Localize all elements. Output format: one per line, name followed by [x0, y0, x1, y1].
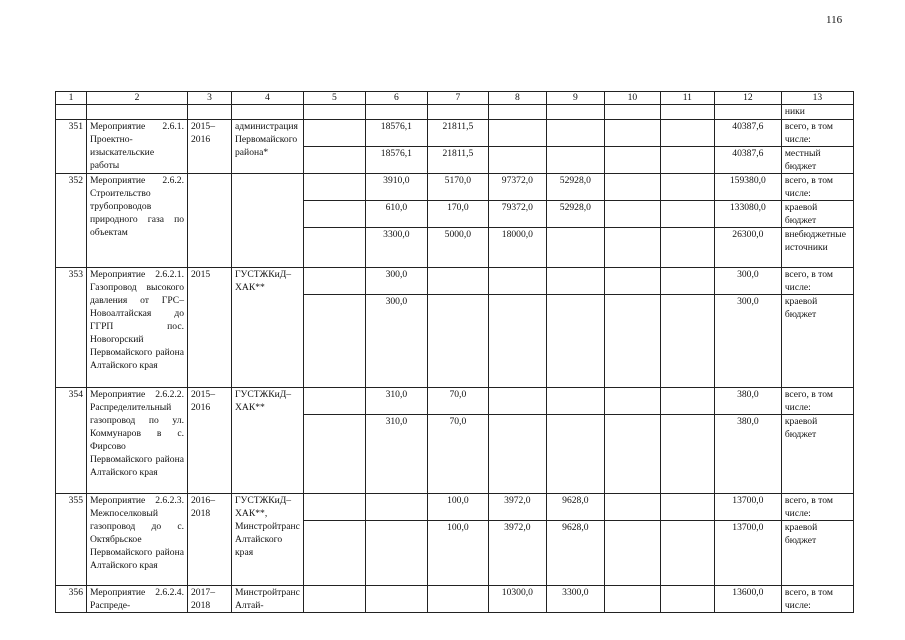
amount-col6: [365, 494, 427, 521]
amount-col10: [604, 494, 660, 521]
budget-table: [55, 91, 854, 613]
event-years: 2015: [188, 268, 232, 388]
event-name: Мероприятие 2.6.2.1. Газопровод высокого давления от ГРС–Новоалтайская до ГГРП пос. Новогорский Первомайского района Алтайского края: [87, 268, 188, 388]
amount-col7: 5000,0: [427, 228, 488, 268]
amount-col10: [604, 521, 660, 586]
amount-col8: [488, 295, 546, 388]
funding-source: всего, в том числе:: [781, 494, 853, 521]
event-executor: Минстройтранс Алтай-: [232, 586, 304, 613]
amount-col9: [546, 388, 604, 415]
funding-source: всего, в том числе:: [781, 388, 853, 415]
row-id: 356: [56, 586, 87, 613]
amount-col7: [427, 586, 488, 613]
column-number-5: 5: [303, 92, 365, 105]
page-number: 116: [826, 14, 843, 26]
amount-col5: [303, 415, 365, 494]
amount-col8: [488, 268, 546, 295]
amount-col6: 18576,1: [365, 120, 427, 147]
amount-total: 40387,6: [714, 120, 781, 147]
amount-total: 13700,0: [714, 521, 781, 586]
event-executor: [232, 174, 304, 268]
amount-col5: [303, 295, 365, 388]
amount-col7: 100,0: [427, 521, 488, 586]
continuation-empty-cell: [546, 105, 604, 120]
amount-col8: 79372,0: [488, 201, 546, 228]
event-years: 2016–2018: [188, 494, 232, 586]
column-number-3: 3: [188, 92, 232, 105]
amount-col7: 21811,5: [427, 120, 488, 147]
funding-source: краевой бюджет: [781, 295, 853, 388]
amount-col10: [604, 295, 660, 388]
funding-source: краевой бюджет: [781, 521, 853, 586]
amount-col9: [546, 268, 604, 295]
amount-col11: [660, 388, 714, 415]
amount-col5: [303, 388, 365, 415]
amount-total: 13600,0: [714, 586, 781, 613]
column-number-1: 1: [56, 92, 87, 105]
row-id: 354: [56, 388, 87, 494]
amount-col5: [303, 586, 365, 613]
funding-source: всего, в том числе:: [781, 268, 853, 295]
event-executor: администрация Первомайского района*: [232, 120, 304, 174]
amount-col5: [303, 147, 365, 174]
column-number-10: 10: [604, 92, 660, 105]
amount-col11: [660, 295, 714, 388]
event-years: 2015–2016: [188, 120, 232, 174]
amount-col9: 9628,0: [546, 494, 604, 521]
amount-col8: 10300,0: [488, 586, 546, 613]
amount-col7: 100,0: [427, 494, 488, 521]
amount-col11: [660, 174, 714, 201]
continuation-source: ники: [781, 105, 853, 120]
funding-source: внебюджетные источники: [781, 228, 853, 268]
amount-col9: [546, 147, 604, 174]
amount-total: 26300,0: [714, 228, 781, 268]
amount-col8: [488, 388, 546, 415]
continuation-empty-cell: [232, 105, 304, 120]
amount-col9: [546, 228, 604, 268]
event-years: 2017–2018: [188, 586, 232, 613]
amount-col10: [604, 120, 660, 147]
event-executor: ГУСТЖКиД–ХАК**: [232, 268, 304, 388]
row-id: 355: [56, 494, 87, 586]
row-id: 353: [56, 268, 87, 388]
amount-col7: 70,0: [427, 388, 488, 415]
row-id: 352: [56, 174, 87, 268]
table-row: [56, 120, 854, 147]
amount-col7: 70,0: [427, 415, 488, 494]
continuation-empty-cell: [365, 105, 427, 120]
continuation-empty-cell: [87, 105, 188, 120]
amount-col7: 170,0: [427, 201, 488, 228]
amount-col11: [660, 228, 714, 268]
amount-total: 300,0: [714, 295, 781, 388]
table-row: [56, 586, 854, 613]
continuation-empty-cell: [604, 105, 660, 120]
amount-col10: [604, 174, 660, 201]
amount-col9: 52928,0: [546, 201, 604, 228]
event-executor: ГУСТЖКиД–ХАК**: [232, 388, 304, 494]
amount-col11: [660, 415, 714, 494]
column-number-4: 4: [232, 92, 304, 105]
amount-col6: 310,0: [365, 415, 427, 494]
amount-col6: 610,0: [365, 201, 427, 228]
amount-col6: 300,0: [365, 295, 427, 388]
amount-col9: 52928,0: [546, 174, 604, 201]
amount-col5: [303, 201, 365, 228]
amount-total: 40387,6: [714, 147, 781, 174]
amount-col9: [546, 120, 604, 147]
continuation-row: [56, 105, 854, 120]
amount-col6: 310,0: [365, 388, 427, 415]
amount-col6: 3910,0: [365, 174, 427, 201]
amount-col7: 21811,5: [427, 147, 488, 174]
event-name: Мероприятие 2.6.2.4. Распреде-: [87, 586, 188, 613]
amount-col10: [604, 201, 660, 228]
amount-col7: 5170,0: [427, 174, 488, 201]
amount-col10: [604, 586, 660, 613]
column-number-9: 9: [546, 92, 604, 105]
amount-col10: [604, 228, 660, 268]
funding-source: краевой бюджет: [781, 201, 853, 228]
amount-col6: 300,0: [365, 268, 427, 295]
amount-col8: 18000,0: [488, 228, 546, 268]
amount-col11: [660, 201, 714, 228]
amount-col9: [546, 295, 604, 388]
amount-col9: 9628,0: [546, 521, 604, 586]
amount-col9: [546, 415, 604, 494]
amount-col8: [488, 147, 546, 174]
amount-col8: [488, 120, 546, 147]
amount-col7: [427, 268, 488, 295]
table-row: [56, 268, 854, 295]
amount-col6: [365, 521, 427, 586]
continuation-empty-cell: [660, 105, 714, 120]
row-id: 351: [56, 120, 87, 174]
amount-col11: [660, 120, 714, 147]
amount-col10: [604, 415, 660, 494]
event-name: Мероприятие 2.6.1. Проектно-изыскательские работы: [87, 120, 188, 174]
amount-col11: [660, 521, 714, 586]
column-number-13: 13: [781, 92, 853, 105]
column-number-7: 7: [427, 92, 488, 105]
amount-col10: [604, 268, 660, 295]
amount-col6: [365, 586, 427, 613]
column-number-8: 8: [488, 92, 546, 105]
amount-col6: 18576,1: [365, 147, 427, 174]
funding-source: всего, в том числе:: [781, 120, 853, 147]
funding-source: краевой бюджет: [781, 415, 853, 494]
amount-col11: [660, 268, 714, 295]
amount-total: 159380,0: [714, 174, 781, 201]
column-number-6: 6: [365, 92, 427, 105]
amount-col10: [604, 388, 660, 415]
amount-col11: [660, 147, 714, 174]
amount-total: 13700,0: [714, 494, 781, 521]
amount-col5: [303, 228, 365, 268]
table-row: [56, 494, 854, 521]
continuation-empty-cell: [56, 105, 87, 120]
column-number-11: 11: [660, 92, 714, 105]
event-name: Мероприятие 2.6.2.3. Межпоселковый газопровод до с. Октябрьское Первомайского района Алтайского края: [87, 494, 188, 586]
event-years: 2015–2016: [188, 388, 232, 494]
amount-total: 300,0: [714, 268, 781, 295]
amount-col11: [660, 586, 714, 613]
amount-col5: [303, 120, 365, 147]
column-number-12: 12: [714, 92, 781, 105]
amount-col8: [488, 415, 546, 494]
amount-col6: 3300,0: [365, 228, 427, 268]
amount-col5: [303, 268, 365, 295]
table-row: [56, 174, 854, 201]
funding-source: всего, в том числе:: [781, 586, 853, 613]
column-number-2: 2: [87, 92, 188, 105]
continuation-empty-cell: [303, 105, 365, 120]
event-name: Мероприятие 2.6.2.2. Распределительный газопровод по ул. Коммунаров в с. Фирсово Первомайского района Алтайского края: [87, 388, 188, 494]
event-years: [188, 174, 232, 268]
amount-total: 380,0: [714, 388, 781, 415]
amount-col11: [660, 494, 714, 521]
funding-source: всего, в том числе:: [781, 174, 853, 201]
amount-col8: 97372,0: [488, 174, 546, 201]
amount-col5: [303, 174, 365, 201]
continuation-empty-cell: [427, 105, 488, 120]
continuation-empty-cell: [188, 105, 232, 120]
table-row: [56, 388, 854, 415]
amount-total: 380,0: [714, 415, 781, 494]
continuation-empty-cell: [488, 105, 546, 120]
column-number-row: [56, 92, 854, 105]
amount-col8: 3972,0: [488, 494, 546, 521]
funding-source: местный бюджет: [781, 147, 853, 174]
amount-col5: [303, 494, 365, 521]
amount-col10: [604, 147, 660, 174]
amount-col5: [303, 521, 365, 586]
amount-total: 133080,0: [714, 201, 781, 228]
event-executor: ГУСТЖКиД–ХАК**, Минстройтранс Алтайского края: [232, 494, 304, 586]
amount-col9: 3300,0: [546, 586, 604, 613]
amount-col7: [427, 295, 488, 388]
continuation-empty-cell: [714, 105, 781, 120]
event-name: Мероприятие 2.6.2. Строительство трубопроводов природного газа по объектам: [87, 174, 188, 268]
amount-col8: 3972,0: [488, 521, 546, 586]
